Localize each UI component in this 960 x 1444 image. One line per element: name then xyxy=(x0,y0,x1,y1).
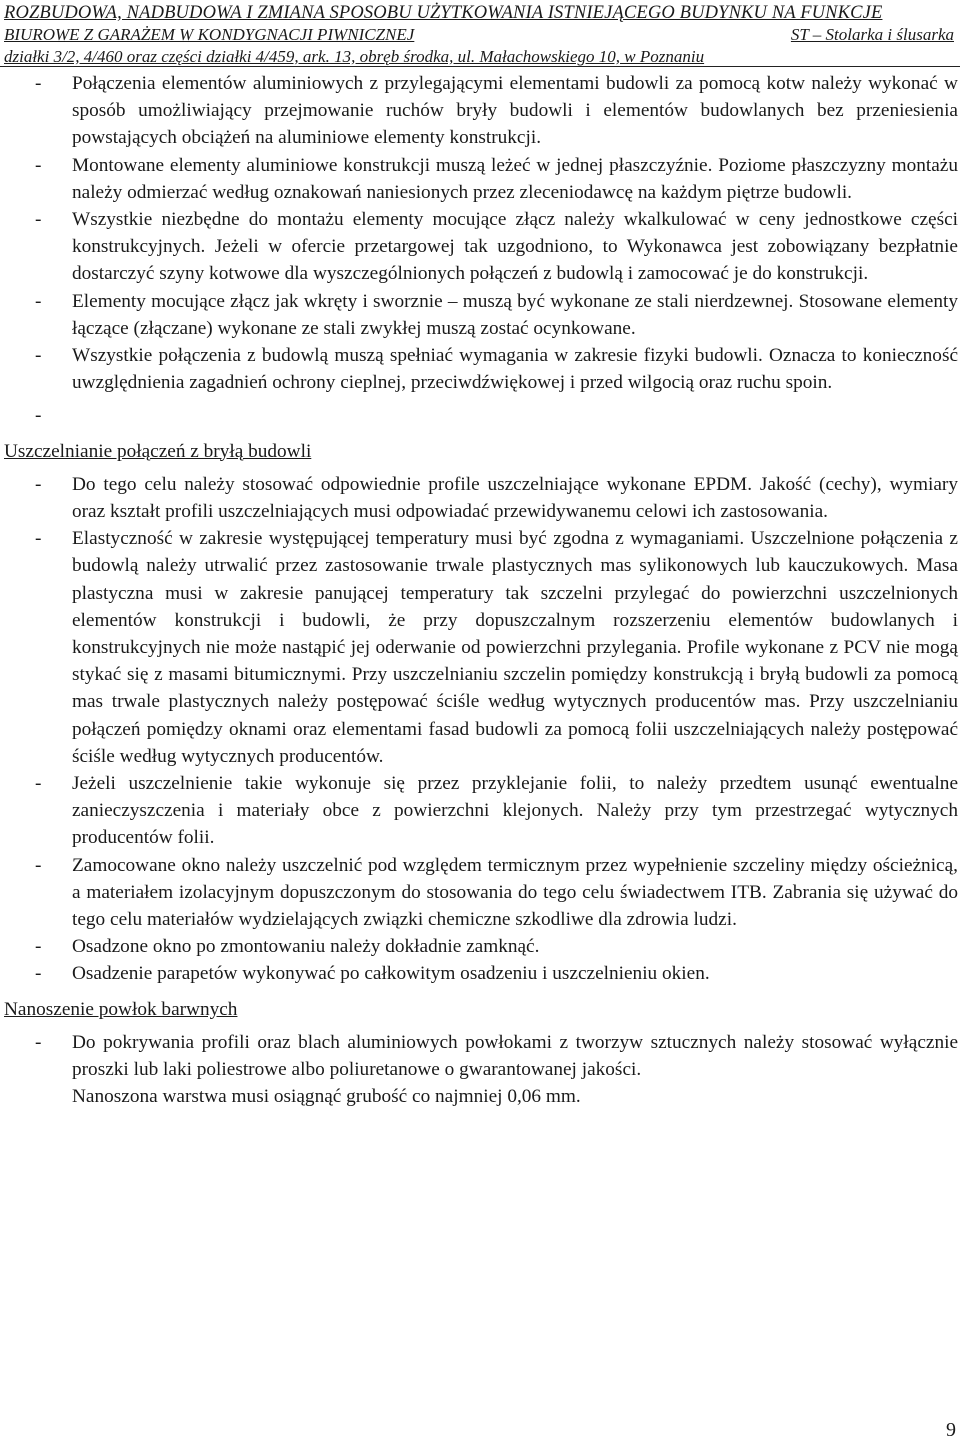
list-item: - Osadzenie parapetów wykonywać po całkowitym osadzeniu i uszczelnieniu okien. xyxy=(4,960,958,987)
list-item: - Wszystkie niezbędne do montażu elementy mocujące złącz należy wkalkulować w ceny jednostkowe części konstrukcyjnych. Jeżeli w ofercie przetargowej tak uzgodniono, to Wykonawca jest zobowiązany bezpłatnie dostarczyć szyny kotwowe dla wyszczególnionych połączeń z budowlą i zamocować je do konstrukcji. xyxy=(4,206,958,288)
section-heading-sealing: Uszczelnianie połączeń z bryłą budowli xyxy=(4,440,312,462)
list-item-empty xyxy=(4,402,958,429)
list-item: - Połączenia elementów aluminiowych z przylegającymi elementami budowli za pomocą kotw należy wykonać w sposób umożliwiający przejmowanie ruchów bryły budowli i elementów budowlanych bez przeniesienia powstających obciążeń na aluminiowe elementy konstrukcji. xyxy=(4,70,958,152)
list-dash: - xyxy=(35,154,42,176)
list-dash: - xyxy=(35,209,42,231)
list-dash: - xyxy=(35,290,42,312)
list-item: - Zamocowane okno należy uszczelnić pod względem termicznym przez wypełnienie szczeliny między ościeżnicą, a materiałem izolacyjnym dopuszczonym do stosowania do tego celu świadectwem ITB. Zabrania się używać do tego celu materiałów wydzielających związki chemiczne szkodliwe dla zdrowia ludzi. xyxy=(4,852,958,934)
document-header xyxy=(4,2,954,68)
section-heading-coatings: Nanoszenie powłok barwnych xyxy=(4,998,238,1020)
list-dash: - xyxy=(35,1031,42,1053)
document-body xyxy=(4,70,958,1111)
list-dash: - xyxy=(35,345,42,367)
list-item: - Wszystkie połączenia z budowlą muszą spełniać wymagania w zakresie fizyki budowli. Oznacza to konieczność uwzględnienia zagadnień ochrony cieplnej, przeciwdźwiękowej i przed wilgocią oraz ruchu spoin. xyxy=(4,342,958,396)
list-dash: - xyxy=(35,528,42,550)
header-line-2 xyxy=(4,24,954,46)
list-item: - Do tego celu należy stosować odpowiednie profile uszczelniające wykonane EPDM. Jakość (cechy), wymiary oraz kształt profili uszczelniających musi odpowiadać przewidywanemu celowi ich zastosowania. xyxy=(4,471,958,525)
header-location: działki 3/2, 4/460 oraz części działki 4/459, ark. 13, obręb środka, ul. Małachowskiego 10, w Poznaniu xyxy=(4,47,705,66)
list-dash: - xyxy=(35,73,42,94)
list-item: - Elementy mocujące złącz jak wkręty i sworznie – muszą być wykonane ze stali nierdzewnej. Stosowane elementy łączące (złączane) wykonane ze stali zwykłej muszą zostać ocynkowane. xyxy=(4,288,958,342)
list-item: - Osadzone okno po zmontowaniu należy dokładnie zamknąć. xyxy=(4,933,958,960)
list-dash: - xyxy=(35,936,42,958)
list-dash: - xyxy=(35,773,42,795)
page-number: 9 xyxy=(946,1419,956,1441)
header-building-function: BIUROWE Z GARAŻEM W KONDYGNACJI PIWNICZNEJ xyxy=(4,25,415,44)
list-dash: - xyxy=(35,473,42,495)
section-coatings xyxy=(4,1029,958,1111)
list-item: - Elastyczność w zakresie występującej temperatury musi być zgodna z wymaganiami. Uszczelnione połączenia z budowlą należy utrwalić przez zastosowanie trwale plastycznych mas sylikonowych lub kauczukowych. Masa plastyczna musi w zakresie panującej temperatury tak szczelni przylegać do powierzchni uszczelnionych elementów konstrukcji i budowli, że przy dopuszczalnym rozszerzeniu elementów budowlanych i konstrukcyjnych nie może nastąpić jej oderwanie od powierzchni przylegania. Profile wykonane z PCV nie mogą stykać się z masami bitumicznymi. Przy uszczelnianiu szczelin pomiędzy konstrukcją i bryłą budowli za pomocą mas trwale plastycznych należy postępować ściśle według wytycznych producentów mas. Przy uszczelnianiu połączeń pomiędzy oknami oraz elementami fasad budowli za pomocą folii uszczelniających należy postępować ściśle według wytycznych producentów. xyxy=(4,525,958,770)
list-dash: - xyxy=(35,854,42,876)
header-project-title: ROZBUDOWA, NADBUDOWA I ZMIANA SPOSOBU UŻYTKOWANIA ISTNIEJĄCEGO BUDYNKU NA FUNKCJE xyxy=(4,3,883,23)
coating-thickness-note: Nanoszona warstwa musi osiągnąć grubość co najmniej 0,06 mm. xyxy=(72,1086,581,1108)
section-sealing xyxy=(4,471,958,988)
list-dash: - xyxy=(35,405,42,427)
section-connections xyxy=(4,70,958,430)
list-dash: - xyxy=(35,963,42,985)
list-item: - Do pokrywania profili oraz blach aluminiowych powłokami z tworzyw sztucznych należy stosować wyłącznie proszki lub laki poliestrowe albo poliuretanowe o gwarantowanej jakości. xyxy=(4,1029,958,1083)
header-rule xyxy=(0,66,960,67)
list-item: - Montowane elementy aluminiowe konstrukcji muszą leżeć w jednej płaszczyźnie. Poziome płaszczyzny montażu należy odmierzać według oznakowań naniesionych przez zleceniodawcę na każdym piętrze budowli. xyxy=(4,152,958,206)
list-item: - Jeżeli uszczelnienie takie wykonuje się przez przyklejanie folii, to należy przedtem usunąć ewentualne zanieczyszczenia i materiały obce z powierzchni klejonych. Należy przy tym przestrzegać wytycznych producentów folii. xyxy=(4,770,958,852)
header-spec-section: ST – Stolarka i ślusarka xyxy=(790,25,954,44)
